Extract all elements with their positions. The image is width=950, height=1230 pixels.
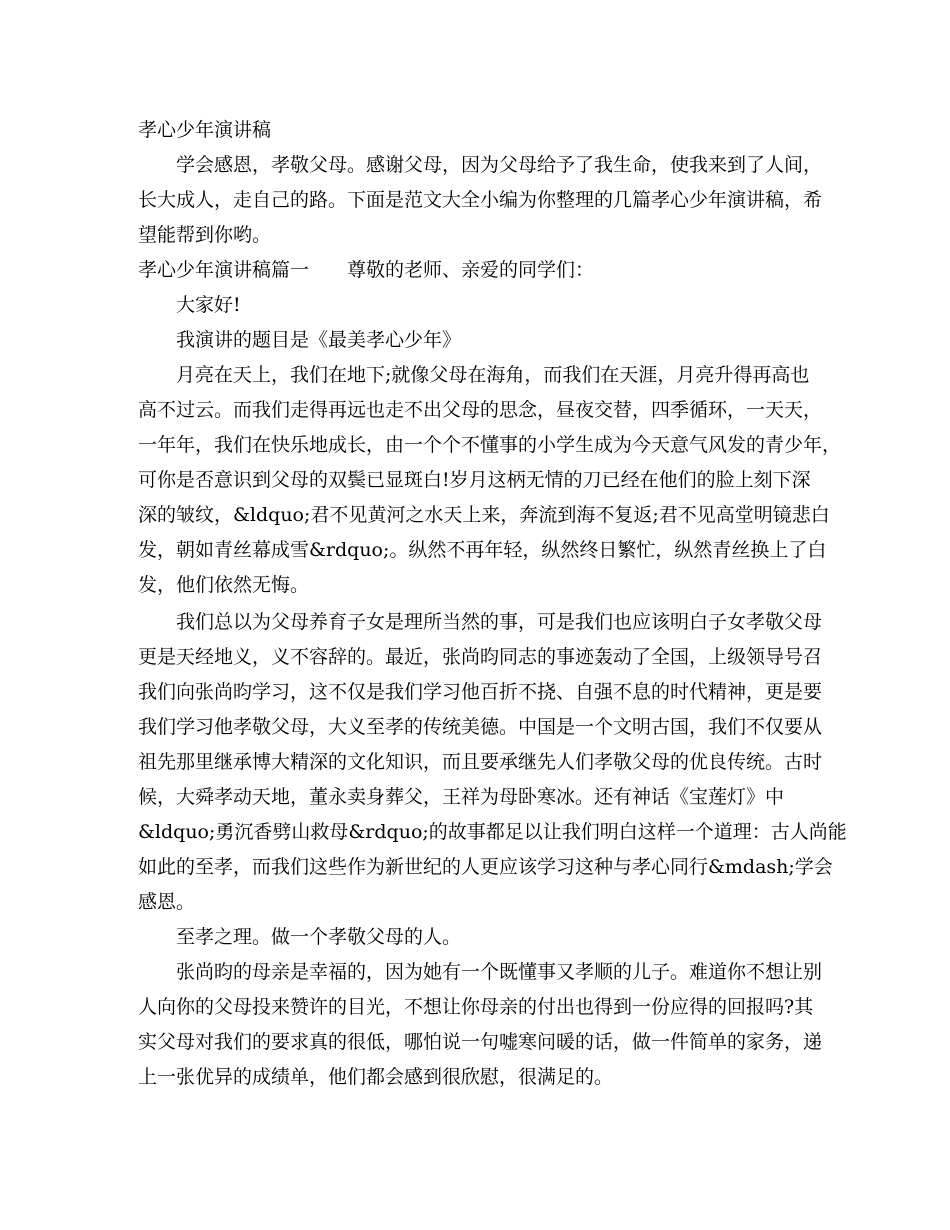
paragraph-1-line: 高不过云。而我们走得再远也走不出父母的思念，昼夜交替，四季循环，一天天， <box>138 399 823 421</box>
document-title: 孝心少年演讲稿 <box>138 119 272 141</box>
paragraph-2-line: 我们向张尚昀学习，这不仅是我们学习他百折不挠、自强不息的时代精神，更是要 <box>138 681 823 703</box>
paragraph-2-line: 更是天经地义，义不容辞的。最近，张尚昀同志的事迹轰动了全国，上级领导号召 <box>138 646 823 668</box>
paragraph-1-line: 一年年，我们在快乐地成长，由一个个不懂事的小学生成为今天意气风发的青少年， <box>138 434 842 456</box>
paragraph-2-line: 感恩。 <box>138 891 196 913</box>
paragraph-2-line: &ldquo;勇沉香劈山救母&rdquo;的故事都足以让我们明白这样一个道理：古人尚能 <box>138 821 847 843</box>
paragraph-2-line: 我们学习他孝敬父母，大义至孝的传统美德。中国是一个文明古国，我们不仅要从 <box>138 716 823 738</box>
speech-topic: 我演讲的题目是《最美孝心少年》 <box>176 329 462 351</box>
intro-line: 学会感恩，孝敬父母。感谢父母，因为父母给予了我生命，使我来到了人间， <box>176 154 823 176</box>
intro-line: 望能帮到你哟。 <box>138 224 272 246</box>
paragraph-3: 至孝之理。做一个孝敬父母的人。 <box>176 926 462 948</box>
paragraph-4-line: 实父母对我们的要求真的很低，哪怕说一句嘘寒问暖的话，做一件简单的家务，递 <box>138 1031 823 1053</box>
paragraph-4-line: 人向你的父母投来赞许的目光，不想让你母亲的付出也得到一份应得的回报吗?其 <box>138 996 814 1018</box>
paragraph-2-line: 祖先那里继承博大精深的文化知识，而且要承继先人们孝敬父母的优良传统。古时 <box>138 751 823 773</box>
section-heading: 孝心少年演讲稿篇一 <box>138 259 310 281</box>
paragraph-4-line: 张尚昀的母亲是幸福的，因为她有一个既懂事又孝顺的儿子。难道你不想让别 <box>176 961 823 983</box>
greeting: 大家好! <box>176 294 241 316</box>
paragraph-2-line: 如此的至孝，而我们这些作为新世纪的人更应该学习这种与孝心同行&mdash;学会 <box>138 856 833 878</box>
paragraph-1-line: 可你是否意识到父母的双鬓已显斑白!岁月这柄无情的刀已经在他们的脸上刻下深 <box>138 469 811 491</box>
salutation: 尊敬的老师、亲爱的同学们： <box>347 259 595 281</box>
intro-line: 长大成人，走自己的路。下面是范文大全小编为你整理的几篇孝心少年演讲稿，希 <box>138 189 823 211</box>
paragraph-2-line: 我们总以为父母养育子女是理所当然的事，可是我们也应该明白子女孝敬父母 <box>176 611 823 633</box>
paragraph-1-line: 发，朝如青丝幕成雪&rdquo;。纵然不再年轻，纵然终日繁忙，纵然青丝换上了白 <box>138 539 827 561</box>
paragraph-1-line: 月亮在天上，我们在地下;就像父母在海角，而我们在天涯，月亮升得再高也 <box>176 364 810 386</box>
paragraph-4-line: 上一张优异的成绩单，他们都会感到很欣慰，很满足的。 <box>138 1066 614 1088</box>
paragraph-2-line: 候，大舜孝动天地，董永卖身葬父，王祥为母卧寒冰。还有神话《宝莲灯》中 <box>138 786 785 808</box>
paragraph-1-line: 深的皱纹，&ldquo;君不见黄河之水天上来，奔流到海不复返;君不见高堂明镜悲白 <box>138 504 830 526</box>
paragraph-1-line: 发，他们依然无悔。 <box>138 574 310 596</box>
